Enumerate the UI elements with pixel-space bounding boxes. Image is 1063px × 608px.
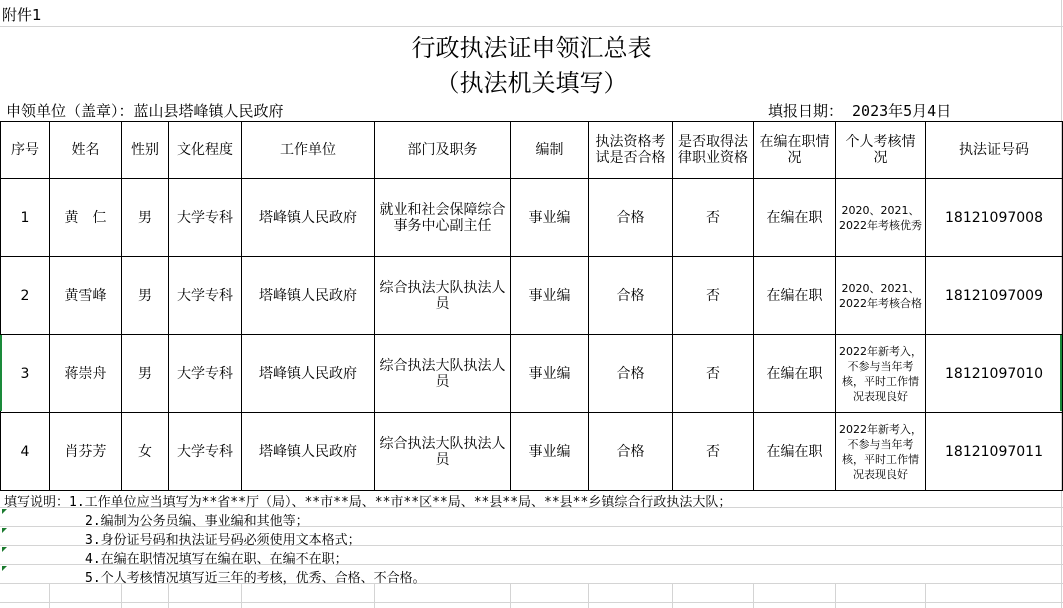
- applicant-unit: 申领单位（盖章）：蓝山县塔峰镇人民政府: [6, 102, 284, 120]
- table-cell[interactable]: 在编在职: [754, 335, 836, 413]
- gridline: [241, 583, 242, 608]
- table-cell[interactable]: 18121097008: [926, 179, 1063, 257]
- header-cell[interactable]: 姓名: [50, 122, 122, 179]
- annex-label: 附件1: [2, 6, 42, 24]
- table-cell[interactable]: 1: [1, 179, 50, 257]
- table-cell[interactable]: 黄雪峰: [50, 257, 122, 335]
- table-cell[interactable]: 合格: [589, 257, 673, 335]
- table-cell[interactable]: 合格: [589, 335, 673, 413]
- note-line: 3.身份证号码和执法证号码必须使用文本格式；: [85, 533, 361, 548]
- table-cell[interactable]: 塔峰镇人民政府: [242, 257, 375, 335]
- table-cell[interactable]: 事业编: [511, 413, 589, 491]
- table-cell[interactable]: 4: [1, 413, 50, 491]
- table-cell[interactable]: 18121097011: [926, 413, 1063, 491]
- table-cell[interactable]: 在编在职: [754, 179, 836, 257]
- table-cell[interactable]: 男: [122, 257, 169, 335]
- header-cell[interactable]: 个人考核情况: [836, 122, 926, 179]
- table-cell[interactable]: 否: [673, 335, 754, 413]
- cell-comment-marker-icon: [2, 509, 7, 514]
- table-cell[interactable]: 否: [673, 257, 754, 335]
- cell-comment-marker-icon: [2, 528, 7, 533]
- table-cell[interactable]: 大学专科: [169, 335, 242, 413]
- header-cell[interactable]: 是否取得法律职业资格: [673, 122, 754, 179]
- table-cell[interactable]: 就业和社会保障综合事务中心副主任: [375, 179, 511, 257]
- table-row: [1, 257, 1063, 335]
- header-cell[interactable]: 工作单位: [242, 122, 375, 179]
- cell-comment-marker-icon: [2, 547, 7, 552]
- table-cell[interactable]: 合格: [589, 413, 673, 491]
- table-cell[interactable]: 塔峰镇人民政府: [242, 179, 375, 257]
- table-cell[interactable]: 肖芬芳: [50, 413, 122, 491]
- table-cell[interactable]: 综合执法大队执法人员: [375, 413, 511, 491]
- gridline: [49, 583, 50, 608]
- gridline: [374, 583, 375, 608]
- header-cell[interactable]: 序号: [1, 122, 50, 179]
- table-cell[interactable]: 大学专科: [169, 179, 242, 257]
- table-cell[interactable]: 综合执法大队执法人员: [375, 335, 511, 413]
- table-cell[interactable]: 否: [673, 413, 754, 491]
- gridline: [121, 583, 122, 608]
- gridline: [925, 583, 926, 608]
- header-cell[interactable]: 编制: [511, 122, 589, 179]
- row-selection-indicator: [1060, 335, 1062, 411]
- note-line: 5.个人考核情况填写近三年的考核，优秀、合格、不合格。: [85, 571, 426, 586]
- note-line: 2.编制为公务员编、事业编和其他等；: [85, 514, 309, 529]
- gridline: [0, 26, 1063, 27]
- gridline: [753, 583, 754, 608]
- header-cell[interactable]: 执法证号码: [926, 122, 1063, 179]
- table-cell[interactable]: 黄 仁: [50, 179, 122, 257]
- gridline: [672, 583, 673, 608]
- table-cell[interactable]: 蒋崇舟: [50, 335, 122, 413]
- gridline: [0, 602, 1063, 603]
- table-cell[interactable]: 综合执法大队执法人员: [375, 257, 511, 335]
- table-cell[interactable]: 18121097010: [926, 335, 1063, 413]
- table-cell[interactable]: 事业编: [511, 257, 589, 335]
- table-cell[interactable]: 大学专科: [169, 413, 242, 491]
- table-cell[interactable]: 在编在职: [754, 257, 836, 335]
- page-title: 行政执法证申领汇总表: [411, 34, 652, 62]
- table-cell[interactable]: 在编在职: [754, 413, 836, 491]
- header-cell[interactable]: 性别: [122, 122, 169, 179]
- cell-comment-marker-icon: [2, 566, 7, 571]
- table-row: [1, 335, 1063, 413]
- row-selection-indicator: [0, 335, 2, 411]
- gridline: [588, 583, 589, 608]
- page-subtitle: （执法机关填写）: [435, 69, 628, 97]
- gridline: [835, 583, 836, 608]
- table-cell[interactable]: 2020、2021、2022年考核优秀: [836, 179, 926, 257]
- summary-table: [0, 121, 1063, 491]
- gridline: [168, 583, 169, 608]
- table-cell[interactable]: 塔峰镇人民政府: [242, 413, 375, 491]
- table-cell[interactable]: 塔峰镇人民政府: [242, 335, 375, 413]
- table-cell[interactable]: 事业编: [511, 335, 589, 413]
- table-cell[interactable]: 2020、2021、2022年考核合格: [836, 257, 926, 335]
- table-cell[interactable]: 18121097009: [926, 257, 1063, 335]
- table-row: [1, 413, 1063, 491]
- table-cell[interactable]: 3: [1, 335, 50, 413]
- header-cell[interactable]: 执法资格考试是否合格: [589, 122, 673, 179]
- table-cell[interactable]: 男: [122, 335, 169, 413]
- table-cell[interactable]: 2022年新考入，不参与当年考核，平时工作情况表现良好: [836, 335, 926, 413]
- gridline: [510, 583, 511, 608]
- table-cell[interactable]: 大学专科: [169, 257, 242, 335]
- fill-date: 填报日期： 2023年5月4日: [768, 102, 952, 120]
- note-line: 4.在编在职情况填写在编在职、在编不在职；: [85, 552, 348, 567]
- table-cell[interactable]: 事业编: [511, 179, 589, 257]
- header-cell[interactable]: 部门及职务: [375, 122, 511, 179]
- table-row: [1, 179, 1063, 257]
- table-cell[interactable]: 2: [1, 257, 50, 335]
- header-cell[interactable]: 文化程度: [169, 122, 242, 179]
- table-cell[interactable]: 合格: [589, 179, 673, 257]
- note-line: 填写说明：1.工作单位应当填写为**省**厅（局）、**市**局、**市**区**局、**县**局、**县**乡镇综合行政执法大队；: [4, 495, 732, 510]
- table-cell[interactable]: 男: [122, 179, 169, 257]
- table-cell[interactable]: 女: [122, 413, 169, 491]
- table-cell[interactable]: 2022年新考入，不参与当年考核，平时工作情况表现良好: [836, 413, 926, 491]
- table-header-row: [1, 122, 1063, 179]
- header-cell[interactable]: 在编在职情况: [754, 122, 836, 179]
- table-cell[interactable]: 否: [673, 179, 754, 257]
